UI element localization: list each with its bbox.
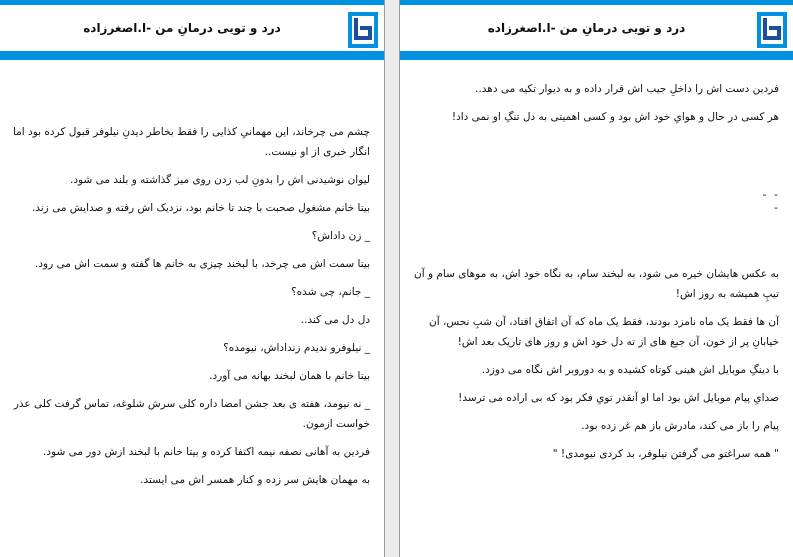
- page-gutter: [385, 0, 399, 557]
- paragraph: " همه سراغتو می گرفتن نیلوفر، بد کردی نیومدی! ": [552, 448, 779, 460]
- paragraph: بیتا خانم مشغول صحبت با چند تا خانم بود، نزدیک اش رفته و صدایش می زند.: [31, 202, 370, 214]
- paragraph: چشم می چرخاند، این مهمانیِ کذایی را فقط بخاطر دیدنِ نیلوفر قبول کرده بود اما انگار خبری از او نیست..: [12, 126, 370, 158]
- paragraph: فردین به آهانی نصفه نیمه اکتفا کرده و بیتا خانم با لبخند ازش دور می شود.: [43, 446, 370, 458]
- header-title: درد و تویی درمانِ من -ا.اصغرزاده: [487, 21, 686, 35]
- scene-separator: - - -: [762, 188, 780, 214]
- left-page-body: [12, 122, 370, 498]
- paragraph: _ نیلوفرو ندیدم زنداداش، نیومده؟: [223, 342, 370, 354]
- paragraph: پیام را باز می کند، مادرش باز هم غر زده بود.: [581, 420, 779, 432]
- paragraph: _ جانم، چی شده؟: [291, 286, 370, 298]
- paragraph: فردین دست اش را داخلِ جیب اش قرار داده و به دیوار تکیه می دهد..: [475, 83, 779, 95]
- paragraph: بیتا سمت اش می چرخد، با لبخند چیزی به خانم ها گفته و سمت اش می رود.: [35, 258, 370, 270]
- book-logo-icon: [757, 12, 787, 48]
- paragraph: _ زن داداش؟: [311, 230, 370, 242]
- right-page-body-bottom: [412, 264, 779, 472]
- paragraph: _ نه نیومد، هفته ی بعد جشن امضا داره کلی سرش شلوغه، تماس گرفت کلی عذر خواست ازمون.: [13, 398, 370, 430]
- left-page: [0, 0, 384, 557]
- paragraph: آن ها فقط یک ماه نامزد بودند، فقط یک ماه که آن اتفاق افتاد، آن شبِ نحس، آن خیابانِ پر از خون، آن جیغ های از ته دل خود اش و روز های تاریک بعد اش!: [428, 316, 779, 348]
- right-page-body-top: [412, 79, 779, 135]
- header-rule: [0, 51, 384, 60]
- header-rule: [400, 51, 793, 60]
- paragraph: صدایِ پیام موبایل اش بود اما او آنقدر تویِ فکر بود که بی اراده می ترسد!: [458, 392, 779, 404]
- paragraph: بیتا خانم با همان لبخند بهانه می آورد.: [209, 370, 370, 382]
- paragraph: لیوان نوشیدنی اش را بدونِ لب زدن روی میز گذاشته و بلند می شود.: [70, 174, 370, 186]
- book-logo-icon: [348, 12, 378, 48]
- paragraph: دل دل می کند..: [300, 314, 370, 326]
- paragraph: به عکس هایشان خیره می شود، به لبخند سام، به نگاه خود اش، به موهای سام و آن تیپِ همیشه به روز اش!: [414, 268, 779, 300]
- paragraph: هر کسی در حال و هوایِ خود اش بود و کسی اهمیتی به دل تنگِ او نمی داد!: [451, 111, 779, 123]
- right-page: [400, 0, 793, 557]
- paragraph: با دینگِ موبایل اش هینی کوتاه کشیده و به دوروبر اش نگاه می دوزد.: [481, 364, 779, 376]
- paragraph: به مهمان هایش سر زده و کنار همسر اش می ایستد.: [140, 474, 370, 486]
- page-header: [0, 0, 384, 51]
- header-title: درد و تویی درمانِ من -ا.اصغرزاده: [83, 21, 281, 35]
- page-header: [400, 0, 793, 51]
